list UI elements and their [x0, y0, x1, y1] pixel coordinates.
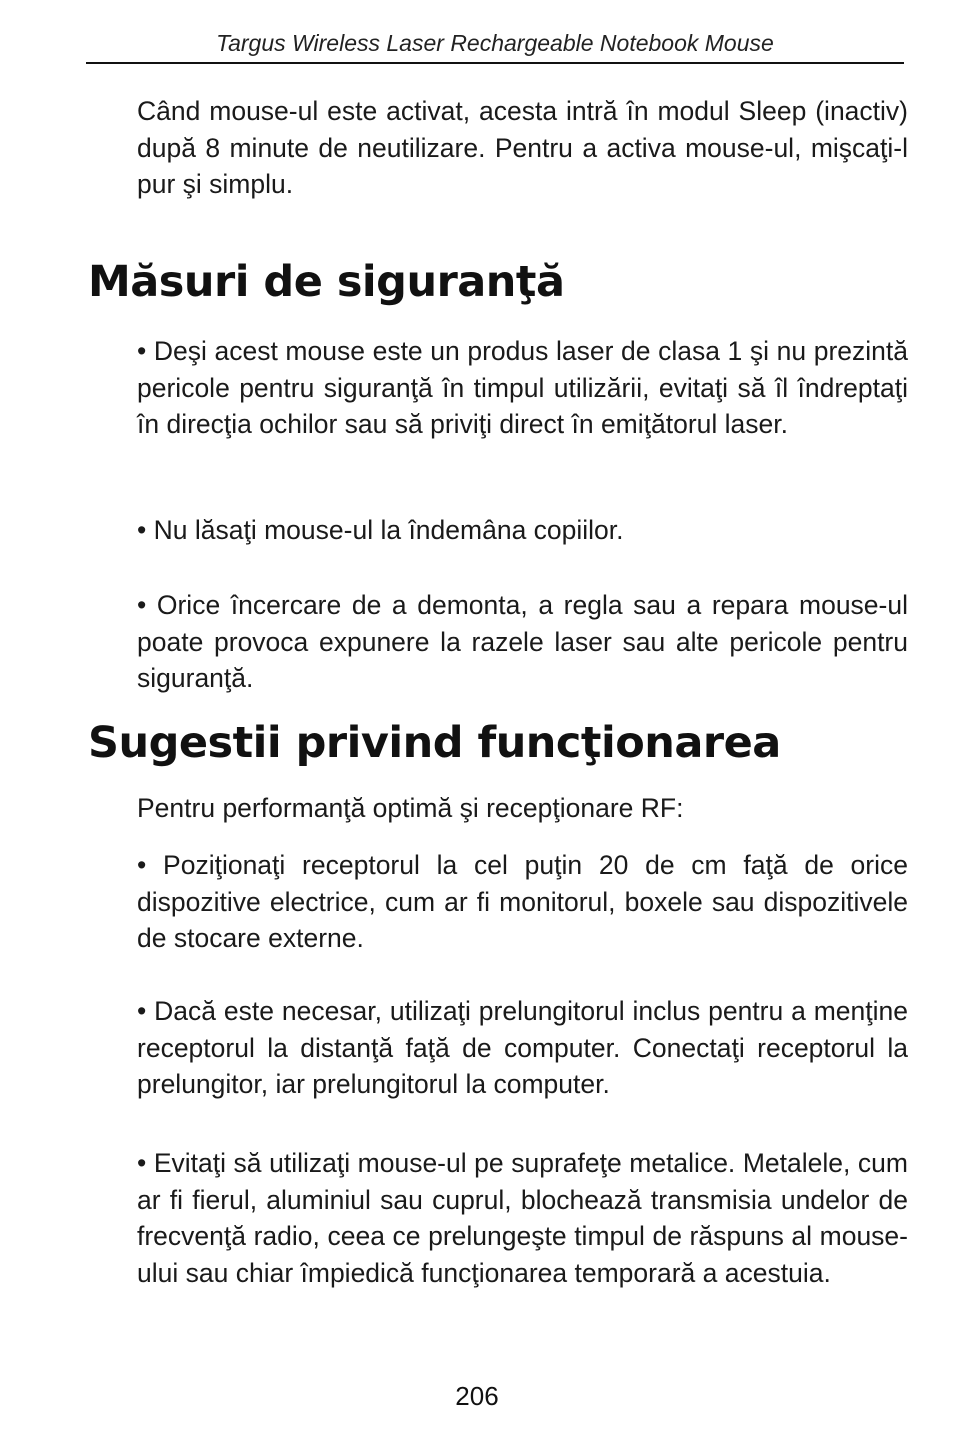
- page-number: 206: [455, 1381, 499, 1411]
- safety-section-title: Măsuri de siguranţă: [88, 257, 565, 307]
- tips-intro: Pentru performanţă optimă şi recepţionare RF:: [137, 793, 684, 823]
- safety-item-1: • Deşi acest mouse este un produs laser de clasa 1 şi nu prezintă pericole pentru siguranţă în timpul utilizării, evitaţi să îl îndreptaţi în direcţia ochilor sau să priviţi direct în emiţătorul laser.: [137, 336, 908, 439]
- tips-section-title: Sugestii privind funcţionarea: [88, 718, 781, 768]
- header-rule: [86, 62, 904, 64]
- tips-item-3: • Evitaţi să utilizaţi mouse-ul pe suprafeţe metalice. Metalele, cum ar fi fierul, aluminiul sau cuprul, blochează transmisia undelor de frecvenţă radio, ceea ce prelungeşte timpul de răspuns al mouse-ului sau chiar împiedică funcţionarea temporară a acestuia.: [137, 1148, 908, 1288]
- tips-item-1: • Poziţionaţi receptorul la cel puţin 20 de cm faţă de orice dispozitive electrice, cum ar fi monitorul, boxele sau dispozitivele de stocare externe.: [137, 850, 908, 953]
- safety-item-2: • Nu lăsaţi mouse-ul la îndemâna copiilor.: [137, 515, 624, 545]
- running-header: Targus Wireless Laser Rechargeable Notebook Mouse: [216, 30, 774, 56]
- safety-item-3: • Orice încercare de a demonta, a regla sau a repara mouse-ul poate provoca expunere la razele laser sau alte pericole pentru siguranţă.: [137, 590, 908, 693]
- tips-item-2: • Dacă este necesar, utilizaţi prelungitorul inclus pentru a menţine receptorul la distanţă faţă de computer. Conectaţi receptorul la prelungitor, iar prelungitorul la computer.: [137, 996, 908, 1099]
- intro-paragraph: Când mouse-ul este activat, acesta intră în modul Sleep (inactiv) după 8 minute de neutilizare. Pentru a activa mouse-ul, mişcaţi-l pur şi simplu.: [137, 96, 908, 199]
